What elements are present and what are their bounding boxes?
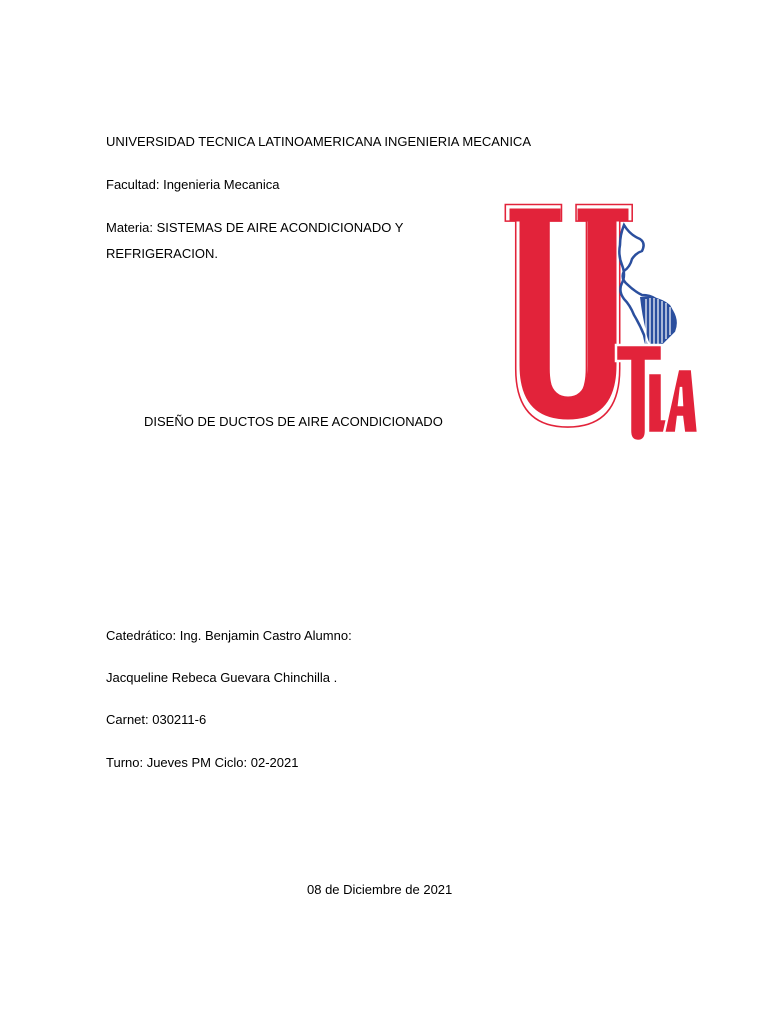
logo-letter-u — [505, 204, 632, 427]
carnet-line: Carnet: 030211-6 — [106, 712, 207, 727]
student-line: Jacqueline Rebeca Guevara Chinchilla . — [106, 670, 338, 685]
date-line: 08 de Diciembre de 2021 — [307, 882, 453, 897]
utla-logo-icon — [500, 195, 700, 447]
subject-line: Materia: SISTEMAS DE AIRE ACONDICIONADO Y REFRIGERACION. — [106, 220, 404, 261]
professor-line: Catedrático: Ing. Benjamin Castro Alumno: — [106, 628, 352, 643]
logo-letter-a — [664, 369, 698, 433]
document-title: DISEÑO DE DUCTOS DE AIRE ACONDICIONADO — [144, 414, 443, 429]
university-heading: UNIVERSIDAD TECNICA LATINOAMERICANA INGENIERIA MECANICA — [106, 134, 531, 149]
schedule-line: Turno: Jueves PM Ciclo: 02-2021 — [106, 755, 299, 770]
logo-map-icon — [619, 225, 675, 355]
faculty-line: Facultad: Ingenieria Mecanica — [106, 177, 280, 192]
